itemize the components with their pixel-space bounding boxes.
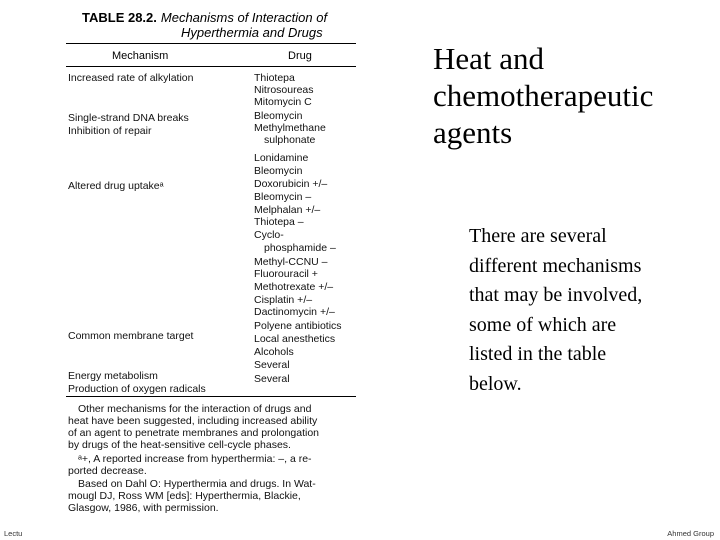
drug-cell: Bleomycin <box>254 110 303 122</box>
table-footnote: mougl DJ, Ross WM [eds]: Hyperthermia, Blackie, <box>68 490 301 502</box>
drug-cell: Lonidamine <box>254 152 309 164</box>
body-line: that may be involved, <box>469 284 643 306</box>
mechanism-cell: Energy metabolism <box>68 370 158 382</box>
heading-line: Heat and <box>433 41 545 76</box>
drug-cell: Polyene antibiotics <box>254 320 342 332</box>
drug-cell: Melphalan +/– <box>254 204 321 216</box>
drug-cell: Methylmethane <box>254 122 326 134</box>
drug-cell: Nitrosoureas <box>254 84 314 96</box>
table-footnote: Glasgow, 1986, with permission. <box>68 502 219 514</box>
table-bottom-rule <box>66 396 356 397</box>
table-title <box>82 10 327 40</box>
drug-cell: Several <box>254 373 290 385</box>
table-footnote: of an agent to penetrate membranes and prolongation <box>68 427 320 439</box>
table-footnote: ported decrease. <box>68 465 147 477</box>
heading-line: agents <box>433 115 513 150</box>
drug-cell: Alcohols <box>254 346 294 358</box>
drug-cell: Cisplatin +/– <box>254 294 313 306</box>
table-footnote: ᵃ+, A reported increase from hyperthermia: –, a re- <box>78 453 312 465</box>
drug-cell: Methyl-CCNU – <box>254 256 328 268</box>
footer-left-text: Lectu <box>4 529 23 538</box>
mechanism-cell: Increased rate of alkylation <box>68 72 194 84</box>
table-footnote: by drugs of the heat-sensitive cell-cycle phases. <box>68 439 291 451</box>
table-28-2-scan <box>62 6 360 530</box>
drug-cell: Thiotepa – <box>254 216 304 228</box>
drug-cell: Bleomycin <box>254 165 303 177</box>
slide-heading <box>433 40 653 151</box>
table-footnote: Other mechanisms for the interaction of drugs and <box>78 403 312 415</box>
drug-cell: sulphonate <box>264 134 316 146</box>
drug-cell: Doxorubicin +/– <box>254 178 328 190</box>
column-header-drug: Drug <box>288 50 312 62</box>
footer-right-text: Ahmed Group <box>667 529 714 538</box>
body-line: below. <box>469 372 522 395</box>
drug-cell: Methotrexate +/– <box>254 281 334 293</box>
drug-cell: Several <box>254 359 290 371</box>
drug-cell: Fluorouracil + <box>254 268 318 280</box>
mechanism-cell: Production of oxygen radicals <box>68 383 206 395</box>
drug-cell: Thiotepa <box>254 72 295 84</box>
heading-line: chemotherapeutic <box>433 78 654 113</box>
table-header-rule <box>66 66 356 67</box>
drug-cell: Cyclo- <box>254 229 284 241</box>
slide-body-text <box>469 222 642 399</box>
mechanism-cell: Single-strand DNA breaks <box>68 112 189 124</box>
column-header-mechanism: Mechanism <box>112 50 169 62</box>
table-label: TABLE 28.2. <box>82 10 157 25</box>
drug-cell: Mitomycin C <box>254 96 312 108</box>
drug-cell: phosphamide – <box>264 242 336 254</box>
body-line: some of which are <box>469 313 617 336</box>
body-line: There are several <box>469 225 607 247</box>
body-line: listed in the table <box>469 343 607 365</box>
table-footnote: heat have been suggested, including increased ability <box>68 415 318 427</box>
body-line: different mechanisms <box>469 254 642 277</box>
mechanism-cell: Common membrane target <box>68 330 194 342</box>
table-footnote: Based on Dahl O: Hyperthermia and drugs. In Wat- <box>78 478 316 490</box>
mechanism-cell: Altered drug uptakeᵃ <box>68 180 164 192</box>
mechanism-cell: Inhibition of repair <box>68 125 152 137</box>
table-title-line-2: Hyperthermia and Drugs <box>181 25 323 40</box>
table-top-rule <box>66 43 356 44</box>
table-title-line-1: Mechanisms of Interaction of <box>160 10 328 25</box>
drug-cell: Bleomycin – <box>254 191 312 203</box>
drug-cell: Dactinomycin +/– <box>254 306 335 318</box>
drug-cell: Local anesthetics <box>254 333 336 345</box>
